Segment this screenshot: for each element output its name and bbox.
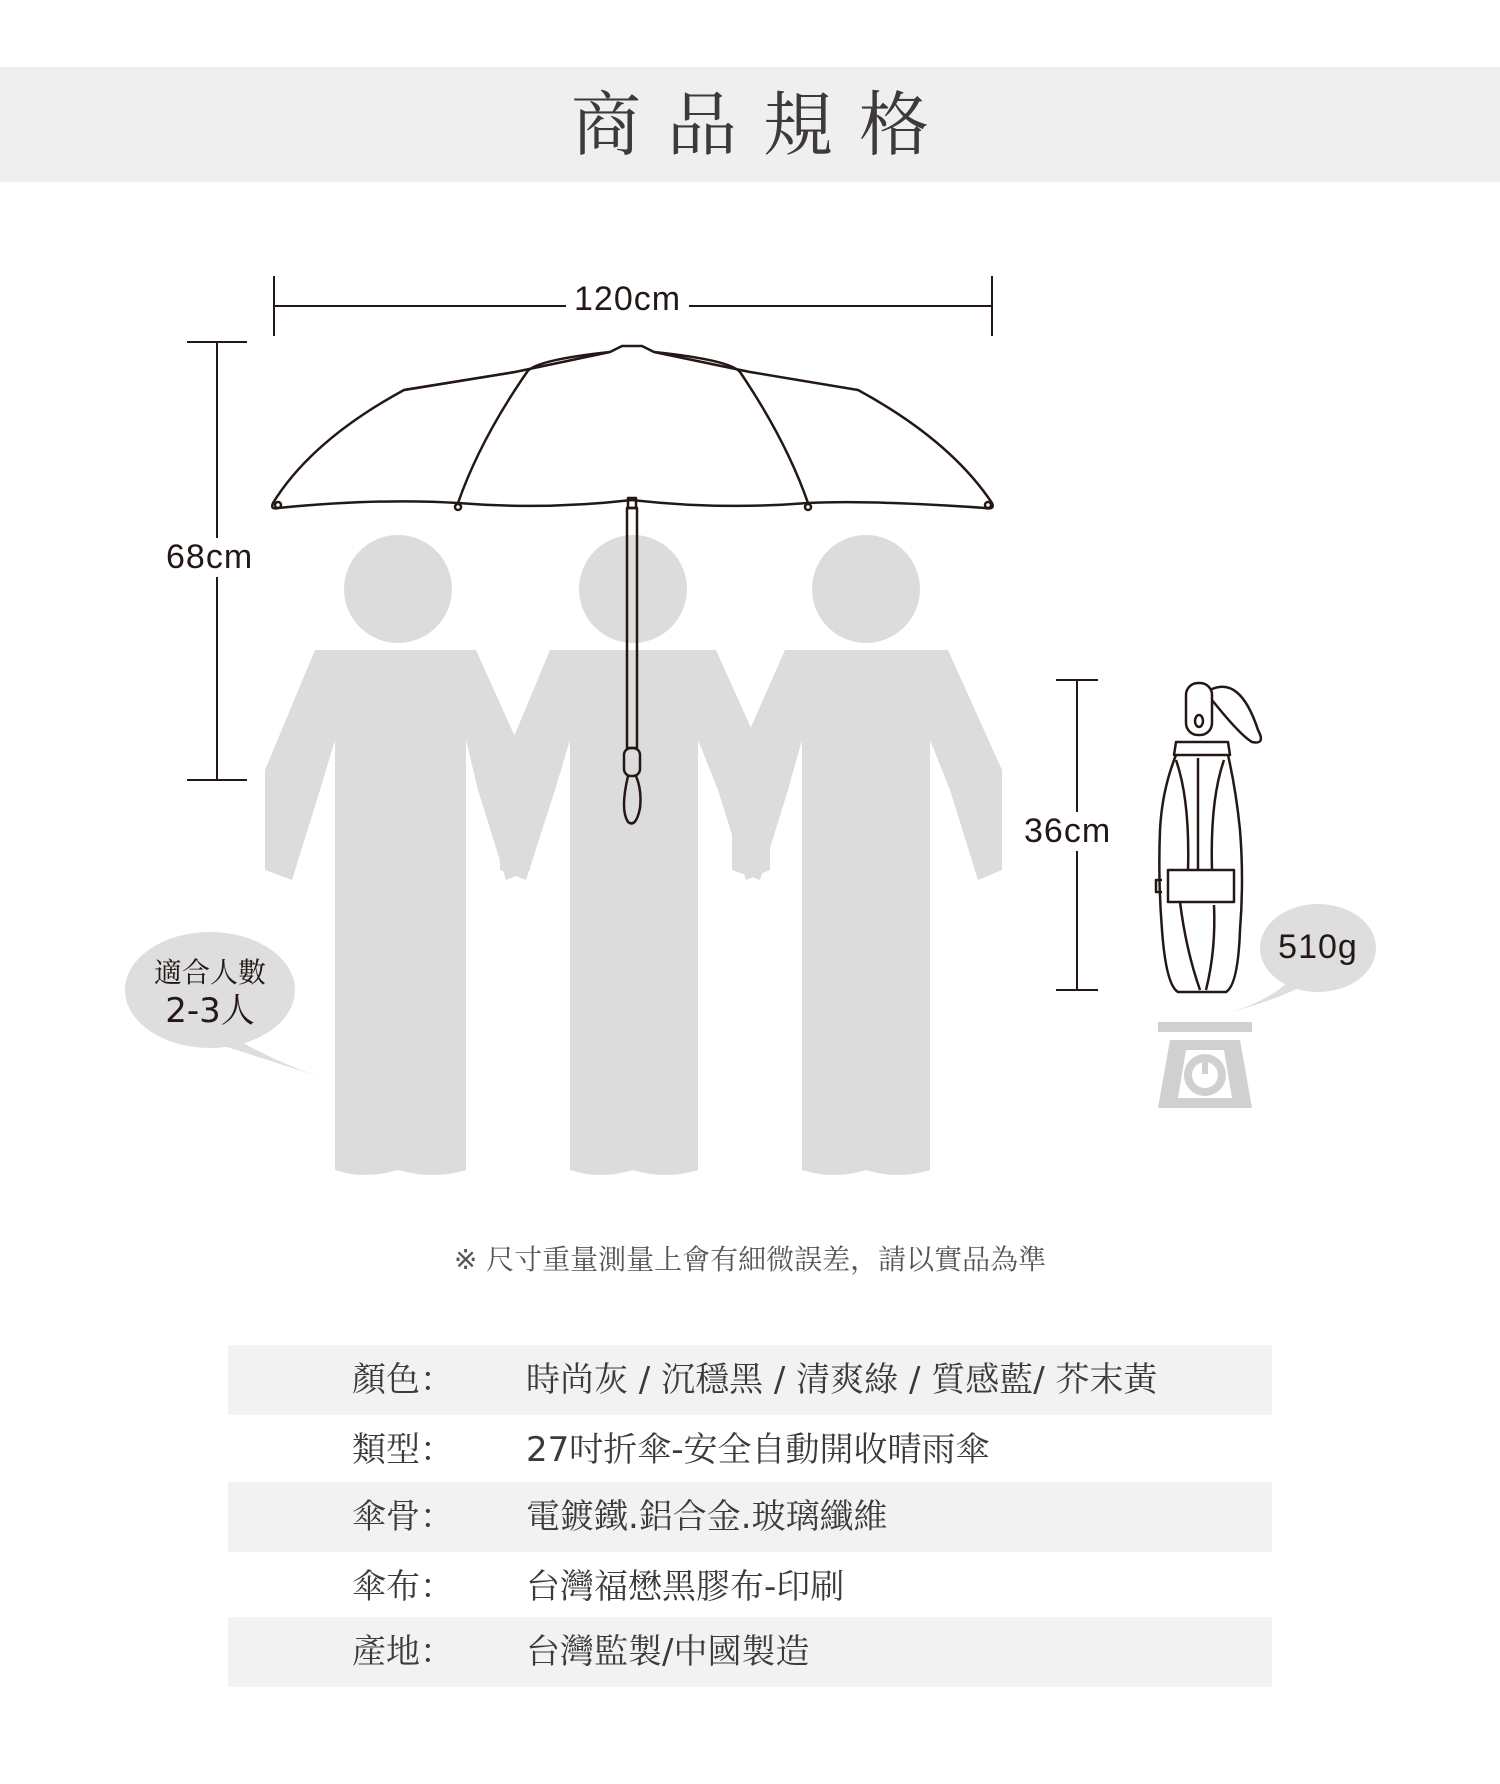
bubble-line1: 適合人數 — [153, 956, 266, 989]
person-left — [265, 535, 530, 1175]
page-title: 商品規格 — [571, 84, 955, 166]
folded-umbrella-drawing — [1156, 683, 1261, 992]
person-right — [732, 535, 1002, 1175]
width-label: 120cm — [566, 280, 689, 319]
spec-row-origin — [228, 1617, 1272, 1687]
weight-label: 510g — [1278, 928, 1358, 966]
scale-icon — [1158, 1022, 1252, 1108]
spec-value: 台灣福懋黑膠布-印刷 — [526, 1567, 845, 1607]
spec-row-frame — [228, 1482, 1272, 1552]
bubble-line2: 2-3人 — [165, 991, 255, 1031]
height-label: 68cm — [158, 538, 261, 577]
measurement-note: ※ 尺寸重量測量上會有細微誤差，請以實品為準 — [453, 1243, 1047, 1276]
spec-value: 27吋折傘-安全自動開收晴雨傘 — [526, 1430, 990, 1470]
spec-value: 時尚灰 / 沉穩黑 / 清爽綠 / 質感藍/ 芥末黃 — [526, 1360, 1158, 1400]
spec-row-fabric — [228, 1552, 1272, 1622]
spec-value: 電鍍鐵.鋁合金.玻璃纖維 — [526, 1497, 888, 1537]
spec-row-type — [228, 1415, 1272, 1485]
spec-label: 類型： — [352, 1430, 454, 1470]
spec-label: 產地： — [352, 1632, 454, 1672]
spec-label: 顏色： — [352, 1360, 454, 1400]
spec-label: 傘骨： — [352, 1497, 454, 1537]
person-middle — [500, 535, 770, 1175]
spec-value: 台灣監製/中國製造 — [526, 1632, 810, 1672]
spec-row-color — [228, 1345, 1272, 1415]
spec-label: 傘布： — [352, 1567, 454, 1607]
people-silhouettes — [265, 535, 1002, 1175]
people-count-bubble-text — [130, 955, 290, 1031]
folded-length-label: 36cm — [1016, 812, 1119, 851]
